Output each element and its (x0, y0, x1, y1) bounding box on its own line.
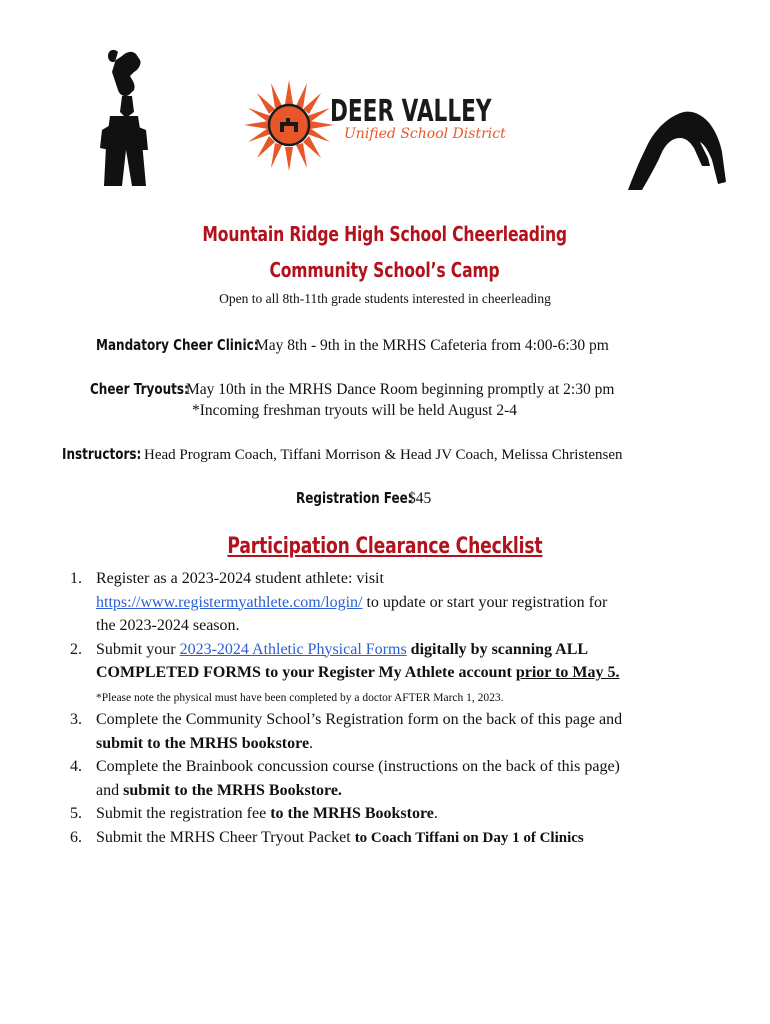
item-text: . (309, 734, 314, 752)
title-line-2-row (0, 258, 770, 282)
list-item (66, 826, 706, 851)
item-bold-text: to the MRHS Bookstore (270, 805, 434, 822)
cheer-stunt-silhouette (96, 46, 152, 188)
item-bold-text: submit to the MRHS bookstore (96, 734, 310, 752)
tryouts-row (90, 380, 614, 399)
item-text: . (433, 805, 438, 822)
clinic-label: Mandatory Cheer Clinic: (96, 336, 259, 354)
deadline-text: prior to May 5. (515, 664, 620, 681)
item-bold-text: COMPLETED FORMS to your Register My Athlete account (96, 664, 516, 681)
list-item (66, 708, 706, 755)
fee-row (296, 489, 431, 508)
clinic-text: May 8th - 9th in the MRHS Cafeteria from 4:00-6:30 pm (255, 337, 609, 354)
page-subtitle-title: Community School’s Camp (269, 258, 501, 282)
district-logo (244, 78, 506, 173)
item-number: 3. (70, 711, 82, 728)
instructors-label: Instructors: (62, 445, 142, 463)
item-text: Complete the Brainbook concussion course (instructions on the back of this page) (96, 758, 620, 775)
instructors-row (62, 445, 623, 464)
item-text: Register as a 2023‐2024 student athlete: visit (96, 570, 384, 587)
physical-forms-link[interactable]: 2023-2024 Athletic Physical Forms (179, 640, 407, 658)
item-text: Submit the registration fee (96, 805, 271, 822)
logo-subtitle: Unified School District (344, 126, 506, 142)
item-text: the 2023‐2024 season. (96, 617, 240, 634)
eligibility-text: Open to all 8th-11th grade students interested in cheerleading (219, 291, 551, 306)
item-text: to update or start your registration for (362, 593, 608, 611)
list-item (66, 567, 706, 638)
item-bold-text: digitally by scanning ALL (406, 640, 589, 658)
list-item (66, 755, 706, 802)
item-bold-text: to Coach Tiffani on Day 1 of Clinics (354, 829, 584, 846)
item-number: 6. (70, 828, 82, 846)
page-title: Mountain Ridge High School Cheerleading (202, 222, 568, 246)
item-text: Submit the MRHS Cheer Tryout Packet (96, 828, 355, 846)
item-number: 4. (70, 758, 82, 775)
instructors-text: Head Program Coach, Tiffani Morrison & Head JV Coach, Melissa Christensen (144, 447, 623, 463)
item-text: Submit your (96, 640, 180, 658)
registermyathlete-link[interactable]: https://www.registermyathlete.com/login/ (96, 593, 363, 611)
title-line-1-row (0, 222, 770, 246)
tryouts-note: *Incoming freshman tryouts will be held August 2-4 (192, 402, 518, 419)
clinic-row (96, 336, 609, 355)
fee-text: $45 (408, 490, 432, 507)
sun-logo-icon (244, 78, 334, 173)
item-number: 1. (70, 570, 82, 587)
item-text: and (96, 781, 124, 799)
fee-label: Registration Fee: (296, 489, 413, 507)
list-item (66, 638, 706, 709)
list-item (66, 802, 706, 826)
tryouts-label: Cheer Tryouts: (90, 380, 189, 398)
physical-note: *Please note the physical must have been completed by a doctor AFTER March 1, 2023. (96, 691, 504, 704)
cheer-flip-silhouette (624, 104, 728, 192)
logo-title: DEER VALLEY (330, 94, 492, 129)
item-text: Complete the Community School’s Registration form on the back of this page and (96, 711, 623, 728)
item-bold-text: submit to the MRHS Bookstore. (123, 781, 342, 799)
checklist-heading: Participation Clearance Checklist (227, 534, 543, 559)
item-number: 5. (70, 805, 82, 822)
checklist-heading-row (0, 534, 770, 559)
item-number: 2. (70, 640, 82, 658)
tryouts-text: May 10th in the MRHS Dance Room beginning promptly at 2:30 pm (186, 381, 615, 398)
checklist (66, 567, 706, 850)
